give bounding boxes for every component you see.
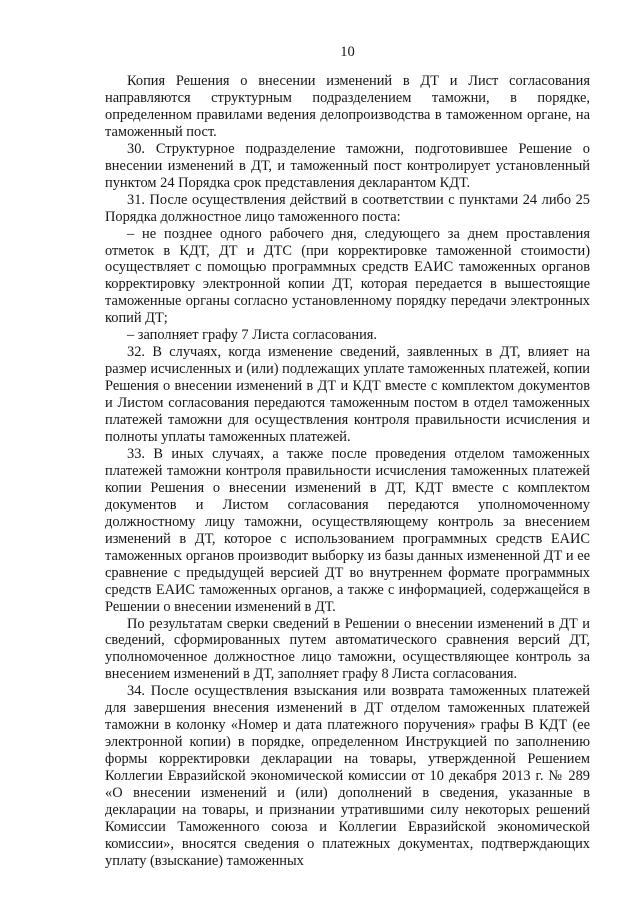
paragraph-33: 33. В иных случаях, а также после проведения отделом таможенных платежей таможни контроля правильности исчисления таможенных платежей копии Решения о внесении изменений в ДТ, КДТ вместе с комплектом документов и Листом согласования передаются уполномоченному должностному лицу таможни, осуществляющему контроль за внесением изменений в ДТ, которое с использованием программных средств ЕАИС таможенных органов производит выборку из базы данных измененной ДТ и ее сравнение с предыдущей версией ДТ во внутреннем формате программных средств ЕАИС таможенных органов, а также с информацией, содержащейся в Решении о внесении изменений в ДТ. bbox=[105, 445, 590, 615]
paragraph-31-item-1: – не позднее одного рабочего дня, следующего за днем проставления отметок в КДТ, ДТ и ДТС (при корректировке таможенной стоимости) осуществляет с помощью программных средств ЕАИС таможенных органов корректировку электронной копии ДТ, которая передается в вышестоящие таможенные органы согласно установленному порядку передачи электронных копий ДТ; bbox=[105, 225, 590, 327]
paragraph-32: 32. В случаях, когда изменение сведений, заявленных в ДТ, влияет на размер исчисленных и (или) подлежащих уплате таможенных платежей, копии Решения о внесении изменений в ДТ и КДТ вместе с комплектом документов и Листом согласования передаются таможенным постом в отдел таможенных платежей таможни для осуществления контроля правильности исчисления и полноты уплаты таможенных платежей. bbox=[105, 344, 590, 446]
paragraph-34: 34. После осуществления взыскания или возврата таможенных платежей для завершения внесения изменений в ДТ отделом таможенных платежей таможни в колонку «Номер и дата платежного поручения» графы В КДТ (ее электронной копии) в порядке, определенном Инструкцией по заполнению формы корректировки декларации на товары, утвержденной Решением Коллегии Евразийской экономической комиссии от 10 декабря 2013 г. № 289 «О внесении изменений и (или) дополнений в сведения, указанные в декларации на товары, и признании утратившими силу некоторых решений Комиссии Таможенного союза и Коллегии Евразийской экономической комиссии», вносятся сведения о платежных документах, подтверждающих уплату (взыскание) таможенных bbox=[105, 683, 590, 869]
paragraph-31: 31. После осуществления действий в соответствии с пунктами 24 либо 25 Порядка должностное лицо таможенного поста: bbox=[105, 191, 590, 225]
paragraph-33-reconciliation: По результатам сверки сведений в Решении о внесении изменений в ДТ и сведений, сформированных путем автоматического сравнения версий ДТ, уполномоченное должностное лицо таможни, осуществляющее контроль за внесением изменений в ДТ, заполняет графу 8 Листа согласования. bbox=[105, 615, 590, 683]
paragraph-30: 30. Структурное подразделение таможни, подготовившее Решение о внесении изменений в ДТ, и таможенный пост контролирует установленный пунктом 24 Порядка срок представления декларантом КДТ. bbox=[105, 140, 590, 191]
paragraph-copy-decision: Копия Решения о внесении изменений в ДТ и Лист согласования направляются структурным подразделением таможни, в порядке, определенном правилами ведения делопроизводства в таможенном органе, на таможенный пост. bbox=[105, 73, 590, 140]
page-number: 10 bbox=[340, 44, 355, 60]
paragraph-31-item-2: – заполняет графу 7 Листа согласования. bbox=[127, 327, 378, 344]
